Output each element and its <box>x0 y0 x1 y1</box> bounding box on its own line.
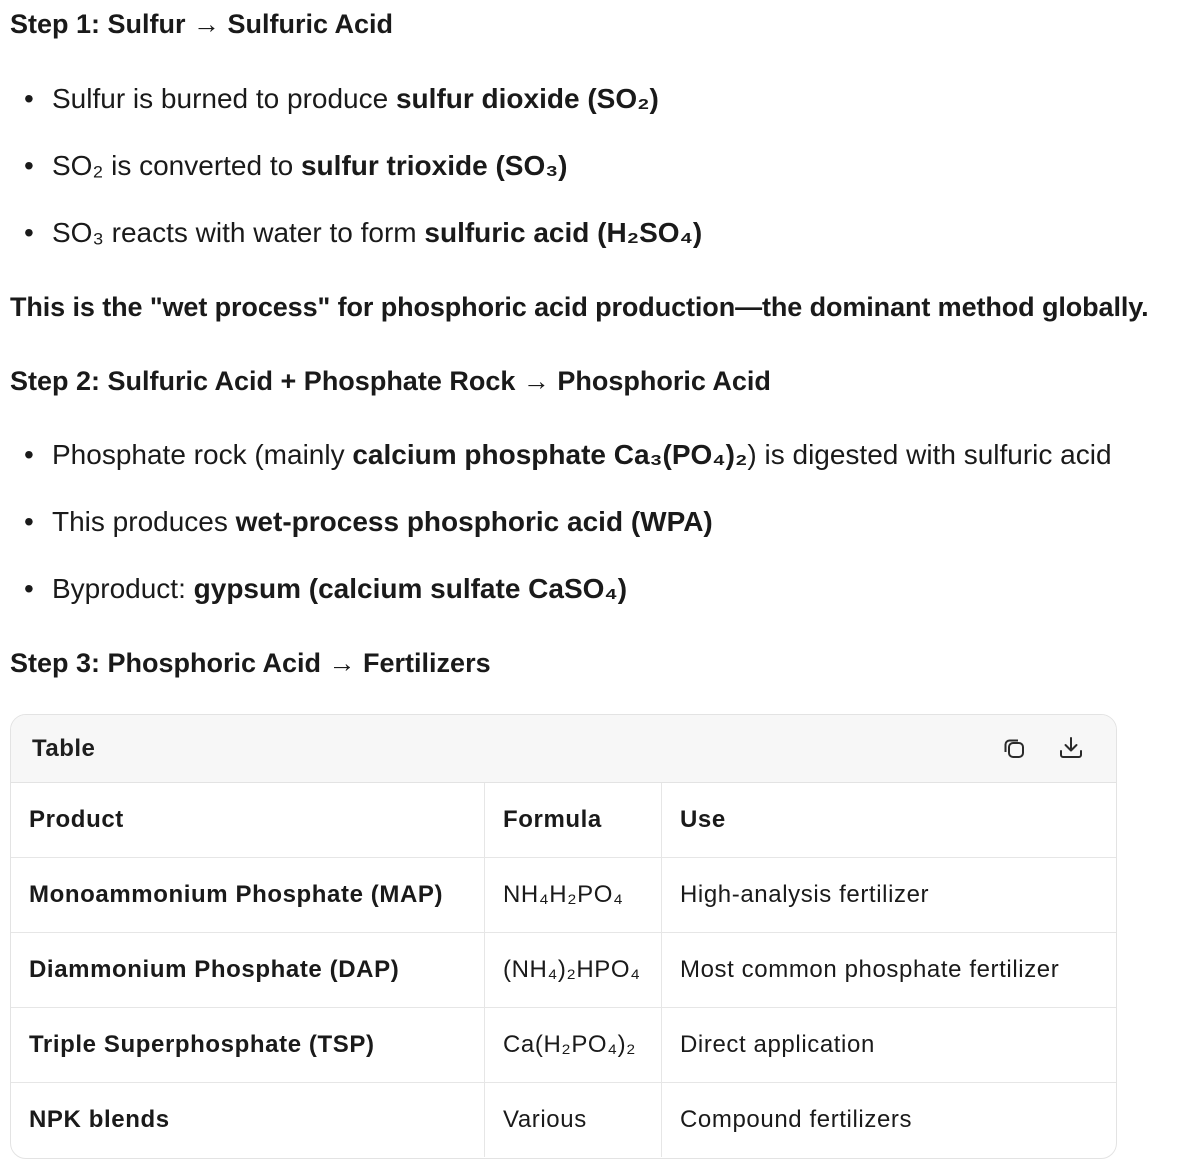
bullet-dot: • <box>24 506 34 537</box>
product-cell: NPK blends <box>29 1106 170 1133</box>
step1-heading: Step 1: Sulfur → Sulfuric Acid <box>10 9 394 39</box>
step3-heading: Step 3: Phosphoric Acid → Fertilizers <box>10 648 491 678</box>
list-item: • Phosphate rock (mainly calcium phosphate Ca₃(PO₄)₂) is digested with sulfuric acid <box>24 439 1112 470</box>
table-card-title: Table <box>32 735 96 762</box>
formula-cell: Ca(H₂PO₄)₂ <box>485 1008 662 1083</box>
download-button[interactable] <box>1056 733 1086 763</box>
list-item: • Byproduct: gypsum (calcium sulfate CaSO₄) <box>24 573 628 604</box>
download-icon <box>1057 734 1085 762</box>
fertilizer-table <box>11 783 1116 1157</box>
product-cell: Diammonium Phosphate (DAP) <box>11 933 485 1008</box>
column-header-formula: Formula <box>485 783 662 858</box>
table-header-row <box>11 783 1116 858</box>
use-cell: Most common phosphate fertilizer <box>662 933 1117 1008</box>
bullet-dot: • <box>24 150 34 181</box>
use-cell: High-analysis fertilizer <box>662 858 1117 933</box>
table-card <box>10 714 1117 1159</box>
list-item: • This produces wet-process phosphoric acid (WPA) <box>24 506 713 537</box>
wet-process-note: This is the "wet process" for phosphoric acid production—the dominant method globally. <box>10 292 1149 322</box>
column-header-product: Product <box>11 783 485 858</box>
copy-button[interactable] <box>999 733 1029 763</box>
table-card-header <box>11 715 1116 783</box>
formula-cell: Various <box>485 1083 662 1158</box>
step2-heading: Step 2: Sulfuric Acid + Phosphate Rock → Phosphoric Acid <box>10 366 771 396</box>
list-item: • Sulfur is burned to produce sulfur dioxide (SO₂) <box>24 83 659 114</box>
copy-icon <box>1000 734 1028 762</box>
product-cell: Triple Superphosphate (TSP) <box>11 1008 485 1083</box>
list-item: • SO₃ reacts with water to form sulfuric acid (H₂SO₄) <box>24 217 703 248</box>
bullet-dot: • <box>24 573 34 604</box>
bullet-dot: • <box>24 217 34 248</box>
use-cell: Direct application <box>662 1008 1117 1083</box>
use-cell: Compound fertilizers <box>662 1083 1117 1158</box>
formula-cell: (NH₄)₂HPO₄ <box>485 933 662 1008</box>
table-row <box>11 858 1116 933</box>
bullet-dot: • <box>24 83 34 114</box>
table-row <box>11 1083 1116 1158</box>
list-item: • SO₂ is converted to sulfur trioxide (SO₃) <box>24 150 568 181</box>
formula-cell: NH₄H₂PO₄ <box>485 858 662 933</box>
column-header-use: Use <box>662 783 1117 858</box>
table-row <box>11 1008 1116 1083</box>
table-row <box>11 933 1116 1008</box>
product-cell: Monoammonium Phosphate (MAP) <box>11 858 485 933</box>
bullet-dot: • <box>24 439 34 470</box>
